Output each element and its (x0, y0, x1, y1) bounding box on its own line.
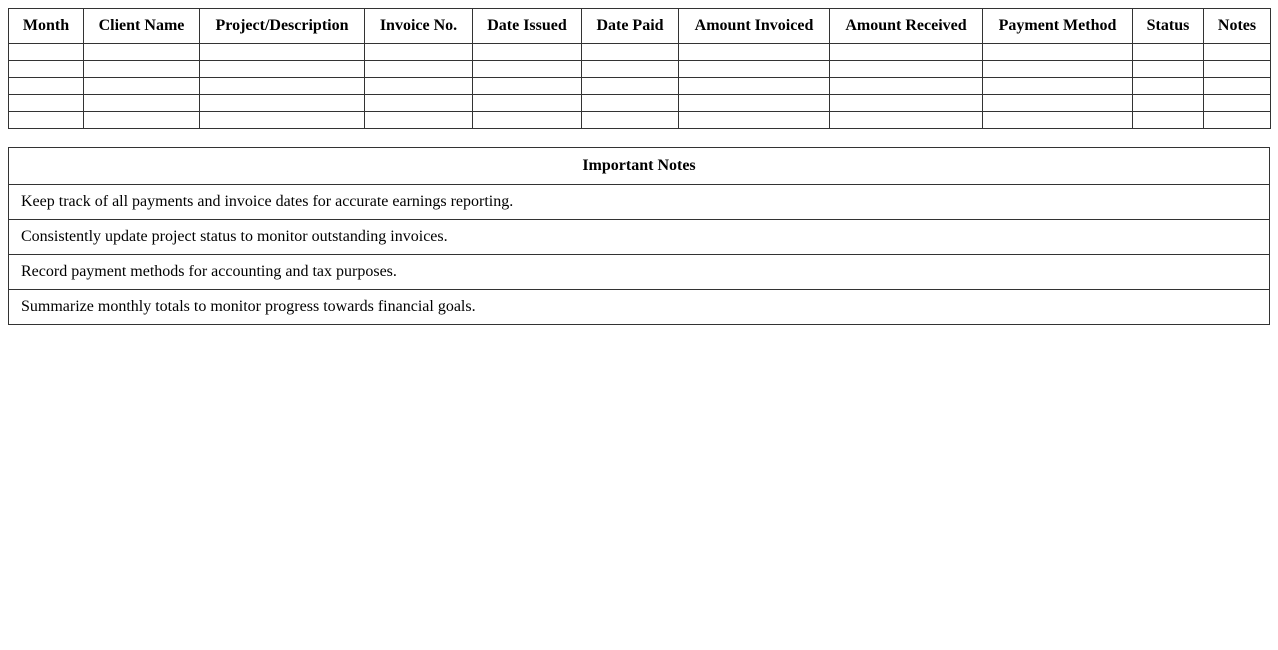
note-row (9, 220, 1270, 255)
note-row (9, 255, 1270, 290)
table-cell-invoice-no[interactable] (365, 112, 473, 129)
table-cell-payment-method[interactable] (983, 44, 1133, 61)
table-row (9, 61, 1271, 78)
table-cell-status[interactable] (1133, 61, 1204, 78)
table-cell-amount-received[interactable] (830, 78, 983, 95)
column-header-project-description: Project/Description (200, 9, 365, 44)
table-cell-notes[interactable] (1204, 44, 1271, 61)
table-cell-amount-invoiced[interactable] (679, 44, 830, 61)
table-cell-date-paid[interactable] (582, 78, 679, 95)
notes-header-row (9, 148, 1270, 185)
table-cell-client-name[interactable] (84, 44, 200, 61)
table-cell-notes[interactable] (1204, 61, 1271, 78)
note-item: Consistently update project status to monitor outstanding invoices. (9, 220, 1270, 255)
table-cell-project-description[interactable] (200, 95, 365, 112)
table-cell-amount-received[interactable] (830, 112, 983, 129)
table-cell-payment-method[interactable] (983, 95, 1133, 112)
table-cell-status[interactable] (1133, 78, 1204, 95)
table-row (9, 112, 1271, 129)
table-row (9, 78, 1271, 95)
column-header-payment-method: Payment Method (983, 9, 1133, 44)
table-cell-date-issued[interactable] (473, 44, 582, 61)
table-cell-invoice-no[interactable] (365, 61, 473, 78)
column-header-date-issued: Date Issued (473, 9, 582, 44)
table-row (9, 95, 1271, 112)
table-cell-invoice-no[interactable] (365, 95, 473, 112)
table-row (9, 44, 1271, 61)
table-cell-status[interactable] (1133, 95, 1204, 112)
table-cell-client-name[interactable] (84, 112, 200, 129)
table-cell-date-paid[interactable] (582, 95, 679, 112)
table-cell-client-name[interactable] (84, 95, 200, 112)
table-cell-month[interactable] (9, 112, 84, 129)
table-cell-client-name[interactable] (84, 78, 200, 95)
table-cell-date-paid[interactable] (582, 61, 679, 78)
note-item: Summarize monthly totals to monitor progress towards financial goals. (9, 290, 1270, 325)
table-cell-project-description[interactable] (200, 44, 365, 61)
table-cell-amount-invoiced[interactable] (679, 61, 830, 78)
table-cell-project-description[interactable] (200, 78, 365, 95)
column-header-date-paid: Date Paid (582, 9, 679, 44)
table-cell-month[interactable] (9, 78, 84, 95)
column-header-amount-invoiced: Amount Invoiced (679, 9, 830, 44)
invoice-tracking-table (8, 8, 1271, 129)
table-cell-month[interactable] (9, 61, 84, 78)
table-cell-payment-method[interactable] (983, 112, 1133, 129)
column-header-amount-received: Amount Received (830, 9, 983, 44)
table-cell-amount-received[interactable] (830, 95, 983, 112)
note-row (9, 290, 1270, 325)
table-cell-amount-invoiced[interactable] (679, 95, 830, 112)
note-item: Keep track of all payments and invoice dates for accurate earnings reporting. (9, 185, 1270, 220)
table-cell-notes[interactable] (1204, 112, 1271, 129)
table-cell-project-description[interactable] (200, 112, 365, 129)
table-cell-amount-received[interactable] (830, 44, 983, 61)
table-cell-invoice-no[interactable] (365, 44, 473, 61)
table-cell-date-issued[interactable] (473, 61, 582, 78)
table-cell-notes[interactable] (1204, 78, 1271, 95)
table-cell-notes[interactable] (1204, 95, 1271, 112)
column-header-invoice-no: Invoice No. (365, 9, 473, 44)
column-header-notes: Notes (1204, 9, 1271, 44)
note-row (9, 185, 1270, 220)
table-cell-payment-method[interactable] (983, 78, 1133, 95)
table-cell-payment-method[interactable] (983, 61, 1133, 78)
notes-title: Important Notes (9, 148, 1270, 185)
table-cell-amount-received[interactable] (830, 61, 983, 78)
note-item: Record payment methods for accounting and tax purposes. (9, 255, 1270, 290)
table-cell-project-description[interactable] (200, 61, 365, 78)
table-cell-status[interactable] (1133, 112, 1204, 129)
table-cell-status[interactable] (1133, 44, 1204, 61)
table-cell-date-issued[interactable] (473, 112, 582, 129)
table-cell-date-paid[interactable] (582, 112, 679, 129)
column-header-status: Status (1133, 9, 1204, 44)
column-header-month: Month (9, 9, 84, 44)
table-cell-amount-invoiced[interactable] (679, 78, 830, 95)
table-cell-date-issued[interactable] (473, 78, 582, 95)
table-header-row (9, 9, 1271, 44)
table-cell-client-name[interactable] (84, 61, 200, 78)
column-header-client-name: Client Name (84, 9, 200, 44)
table-cell-invoice-no[interactable] (365, 78, 473, 95)
table-cell-amount-invoiced[interactable] (679, 112, 830, 129)
table-cell-date-paid[interactable] (582, 44, 679, 61)
important-notes-table (8, 147, 1270, 325)
table-cell-date-issued[interactable] (473, 95, 582, 112)
table-cell-month[interactable] (9, 44, 84, 61)
table-cell-month[interactable] (9, 95, 84, 112)
